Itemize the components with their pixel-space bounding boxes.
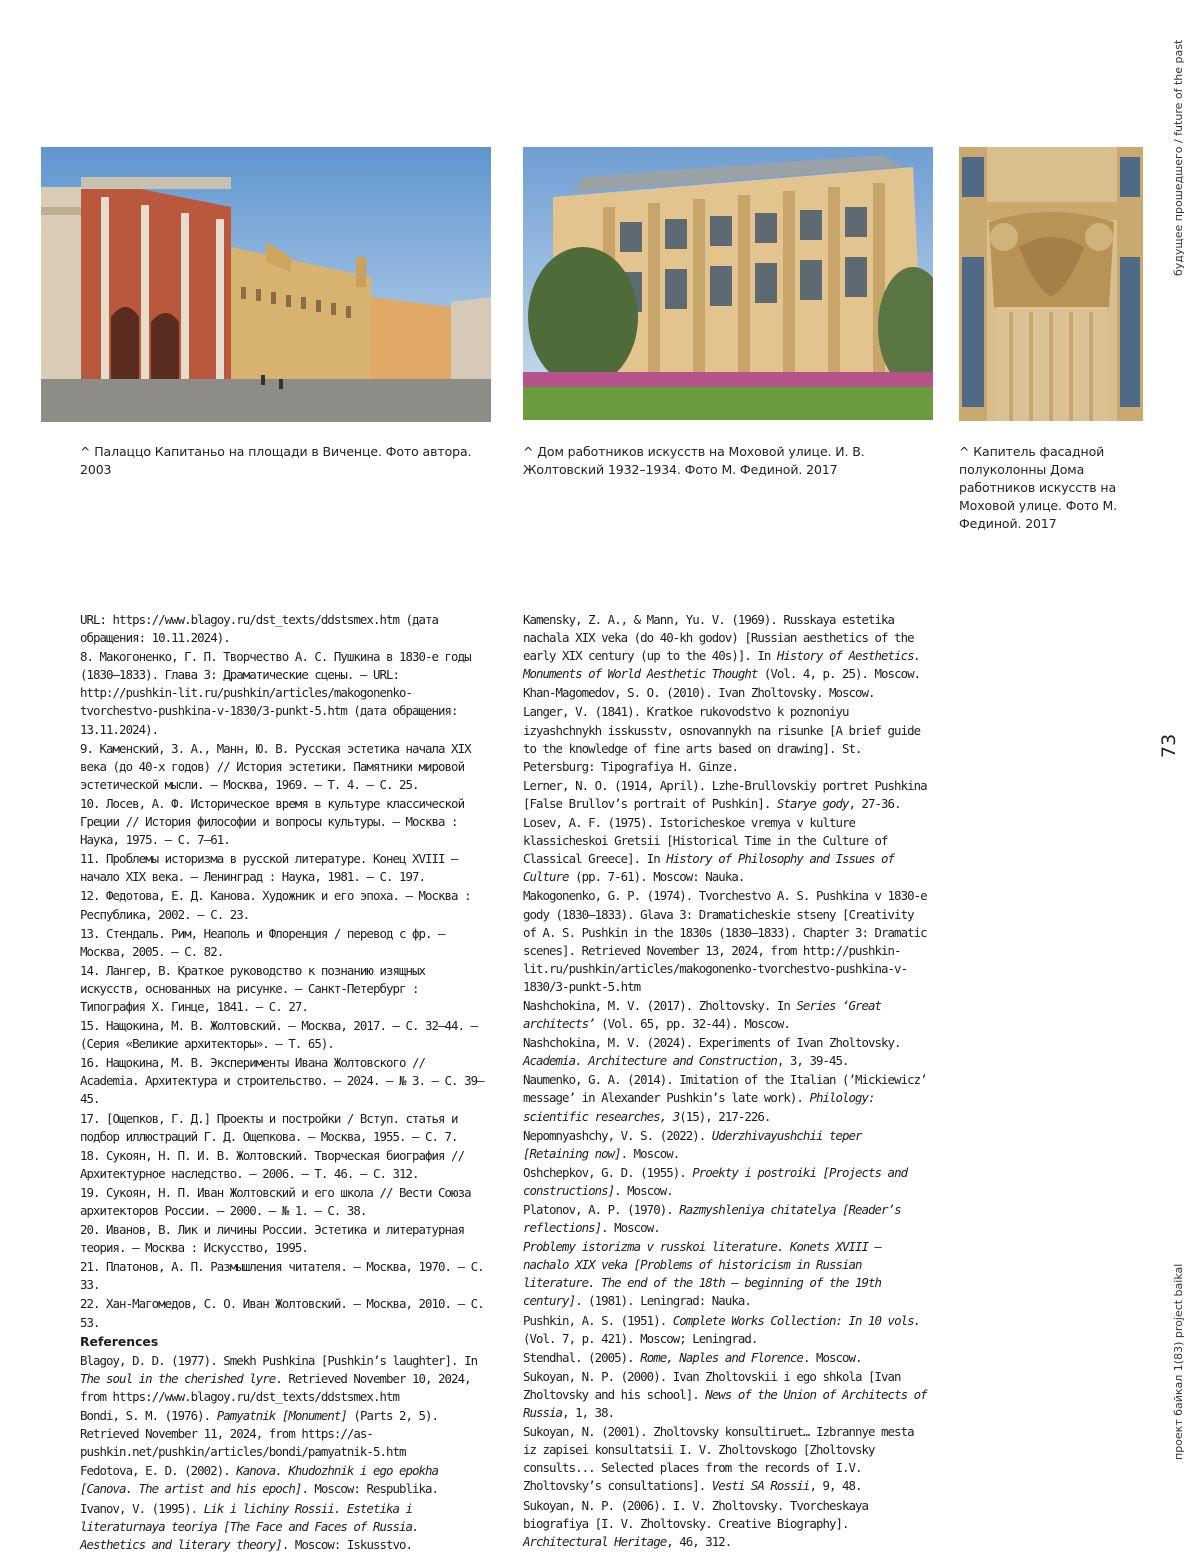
- reference-entry: [523, 1497, 933, 1551]
- reference-text: Khan-Magomedov, S. O. (2010). Ivan Zholtovsky. Moscow.: [523, 685, 875, 701]
- reference-title: Architectural Heritage: [523, 1533, 667, 1549]
- reference-text: (pp. 7-61). Moscow: Nauka.: [568, 869, 745, 885]
- reference-text: . Moscow.: [601, 1220, 660, 1236]
- reference-title: Philology: scientific researches, 3: [523, 1090, 875, 1124]
- reference-title: Starye gody: [776, 795, 849, 811]
- reference-text: (Vol. 7, p. 421). Moscow; Leningrad.: [523, 1330, 758, 1346]
- references-right-column: [523, 611, 933, 1552]
- reference-text: Platonov, A. P. (1970).: [523, 1202, 680, 1217]
- reference-entry: [523, 1201, 933, 1237]
- reference-entry: [523, 1127, 933, 1163]
- reference-entry: 18. Сукоян, Н. П. И. В. Жолтовский. Творческая биография // Архитектурное наследство. – 2006. – Т. 46. – С. 312.: [80, 1147, 465, 1181]
- reference-text: Langer, V. (1841). Kratkoe rukovodstvo k poznoniyu izyashchnykh isskusstv, osnovannykh na risunke [A brief guide to the knowledge of fine arts based on drawing]. St. Petersburg: Tipografiya H. Ginze.: [523, 704, 921, 774]
- reference-entry: 12. Федотова, Е. Д. Канова. Художник и его эпоха. – Москва : Республика, 2002. – С. 23.: [80, 888, 471, 922]
- reference-entry: 21. Платонов, А. П. Размышления читателя. – Москва, 1970. – С. 33.: [80, 1259, 484, 1293]
- reference-text: , 46, 312.: [666, 1533, 732, 1549]
- reference-entry: 19. Сукоян, Н. П. Иван Жолтовский и его школа // Вести Союза архитекторов России. – 2000. – № 1. – С. 38.: [80, 1184, 471, 1218]
- reference-text: Pushkin, A. S. (1951).: [523, 1312, 673, 1328]
- reference-text: . Retrieved November 10, 2024, from https://www.blagoy.ru/dst_texts/ddstsmex.htm: [80, 1370, 471, 1404]
- reference-entry: [523, 1164, 933, 1200]
- caption-capital: ^ Капитель фасадной полуколонны Дома работников искусств на Моховой улице. Фото М. Фединой. 2017: [959, 444, 1118, 531]
- reference-title: Proekty i postroiki [Projects and constructions]: [523, 1164, 908, 1198]
- reference-text: Fedotova, E. D. (2002).: [80, 1463, 237, 1479]
- reference-text: Sukoyan, N. (2001). Zholtovsky konsultiruet… Izbrannye mesta iz zapisei konsultatsii I. V. Zholtovskogo [Zholtovsky consults... Selected places from the records of I.V. Zholtovsky’s consultations].: [523, 1424, 914, 1494]
- reference-text: . Moscow.: [614, 1182, 673, 1198]
- reference-text: (Vol. 4, p. 25). Moscow.: [757, 666, 921, 682]
- reference-title: The soul in the cherished lyre: [80, 1370, 276, 1386]
- reference-text: Naumenko, G. A. (2014). Imitation of the Italian (’Mickiewicz’ message’ in Alexander Pushkin’s late work).: [523, 1072, 927, 1106]
- reference-text: Sukoyan, N. P. (2000). Ivan Zholtovskii i ego shkola [Ivan Zholtovsky and his school].: [523, 1368, 901, 1402]
- reference-entry: [523, 1071, 933, 1125]
- reference-title: History of Philosophy and Issues of Culture: [523, 851, 895, 885]
- reference-title: News of the Union of Architects of Russia: [523, 1386, 927, 1421]
- reference-text: Oshchepkov, G. D. (1955).: [523, 1164, 693, 1180]
- reference-text: Ivanov, V. (1995).: [80, 1500, 204, 1516]
- reference-title: Rome, Naples and Florence: [640, 1349, 803, 1365]
- reference-text: Bondi, S. M. (1976).: [80, 1408, 217, 1424]
- reference-entry: [523, 887, 933, 996]
- reference-entry: [523, 814, 933, 886]
- reference-text: (Parts 2, 5). Retrieved November 11, 2024, from https://as-pushkin.net/pushkin/articles/bondi/pamyatnik-5.htm: [80, 1408, 439, 1460]
- photo-vicenza: [41, 147, 491, 422]
- reference-entry: 15. Нащокина, М. В. Жолтовский. – Москва, 2017. – С. 32–44. – (Серия «Великие архитекторы». – Т. 65).: [80, 1018, 478, 1052]
- reference-entry: [523, 1423, 933, 1495]
- caption-vicenza: ^ Палаццо Капитаньо на площади в Виченце. Фото автора. 2003: [80, 444, 472, 477]
- reference-title: Academia. Architecture and Construction: [523, 1053, 777, 1069]
- reference-text: Lerner, N. O. (1914, April). Lzhe-Brullovskiy portret Pushkina [False Brullov’s portrait of Pushkin].: [523, 777, 927, 811]
- reference-text: , 27-36.: [848, 795, 901, 811]
- reference-entry: 17. [Ощепков, Г. Д.] Проекты и постройки / Вступ. статья и подбор иллюстраций Г. Д. Ощепкова. – Москва, 1955. – С. 7.: [80, 1110, 458, 1144]
- reference-entry: [80, 1407, 490, 1461]
- reference-text: , 3, 39-45.: [776, 1053, 849, 1069]
- reference-entry: [523, 1349, 933, 1367]
- reference-title: Razmyshleniya chitatelya [Reader’s reflections]: [523, 1202, 901, 1236]
- reference-entry: 11. Проблемы историзма в русской литературе. Конец XVIII – начало XIX века. – Ленинград : Наука, 1981. – С. 197.: [80, 851, 458, 885]
- reference-entry: [523, 703, 933, 775]
- reference-text: Kamensky, Z. A., & Mann, Yu. V. (1969). Russkaya estetika nachala XIX veka (do 40-kh godov) [Russian aesthetics of the early XIX century (up to the 40s)]. In: [523, 612, 914, 664]
- reference-entry: 9. Каменский, З. А., Манн, Ю. В. Русская эстетика начала XIX века (до 40-х годов) // История эстетики. Памятники мировой эстетической мысли. – Москва, 1969. – Т. 4. – С. 25.: [80, 740, 471, 792]
- reference-entry: [523, 611, 933, 683]
- reference-title: Problemy istorizma v russkoi literature. Konets XVIII – nachalo XIX veka [Problems of historicism in Russian literature. The end of the 18th – beginning of the 19th century]: [523, 1239, 882, 1309]
- reference-entry: [80, 1462, 490, 1498]
- reference-entry: 22. Хан-Магомедов, С. О. Иван Жолтовский. – Москва, 2010. – С. 53.: [80, 1296, 484, 1330]
- reference-text: , 9, 48.: [809, 1478, 862, 1494]
- reference-entry: 14. Лангер, В. Краткое руководство к познанию изящных искусств, основанных на рисунке. – Санкт-Петербург : Типография Х. Гинце, 1841. – С. 27.: [80, 962, 426, 1014]
- reference-entry: URL: https://www.blagoy.ru/dst_texts/ddstsmex.htm (дата обращения: 10.11.2024).: [80, 612, 439, 646]
- reference-title: Complete Works Collection: In 10 vols.: [672, 1312, 921, 1328]
- reference-text: Nashchokina, M. V. (2017). Zholtovsky. In: [523, 997, 797, 1013]
- reference-entry: [523, 1034, 933, 1070]
- photo-capital: [959, 147, 1143, 421]
- reference-text: Nepomnyashchy, V. S. (2022).: [523, 1127, 712, 1143]
- photo-mokhovaya: [523, 147, 933, 420]
- reference-text: Nashchokina, M. V. (2024). Experiments of Ivan Zholtovsky.: [523, 1035, 901, 1051]
- reference-title: Pamyatnik [Monument]: [216, 1408, 347, 1424]
- reference-text: (15), 217-226.: [679, 1108, 771, 1124]
- reference-title: Lik i lichiny Rossii. Estetika i literaturnaya teoriya [The Face and Faces of Russia. Aesthetics and literary theory]: [80, 1500, 419, 1552]
- reference-entry: [523, 1312, 933, 1348]
- reference-text: . Moscow.: [620, 1145, 680, 1161]
- reference-title: Series ‘Great architects’: [523, 997, 882, 1032]
- reference-title: Uderzhivayushchii teper [Retaining now]: [523, 1127, 862, 1161]
- reference-entry: [80, 1500, 490, 1554]
- section-label: будущее прошедшего / future of the past: [1172, 39, 1185, 276]
- reference-text: Losev, A. F. (1975). Istoricheskoe vremya v kulture klassicheskoi Gretsii [Historical Time in the Culture of Classical Greece]. In: [523, 815, 888, 867]
- reference-entry: 13. Стендаль. Рим, Неаполь и Флоренция / перевод с фр. – Москва, 2005. – С. 82.: [80, 925, 445, 959]
- reference-text: . (1981). Leningrad: Nauka.: [575, 1293, 751, 1309]
- reference-entry: 16. Нащокина, М. В. Эксперименты Ивана Жолтовского // Academia. Архитектура и строительство. – 2024. – № 3. – С. 39–45.: [80, 1055, 484, 1107]
- references-heading: References: [80, 1333, 159, 1349]
- page-number: 73: [1158, 733, 1180, 758]
- reference-text: . Moscow.: [802, 1349, 862, 1365]
- reference-text: Sukoyan, N. P. (2006). I. V. Zholtovsky. Tvorcheskaya biografiya [I. V. Zholtovsky. Creative Biography].: [523, 1497, 869, 1531]
- reference-text: (Vol. 65, pp. 32-44). Moscow.: [594, 1016, 790, 1032]
- reference-text: . Moscow: Respublika.: [301, 1481, 439, 1497]
- reference-entry: [523, 997, 933, 1033]
- reference-text: Makogonenko, G. P. (1974). Tvorchestvo A. S. Pushkina v 1830-e gody (1830–1833). Glava 3: Dramaticheskie stseny [Creativity of A. S. Pushkin in the 1830s (1830–1833). Chapter 3: Dramatic scenes]. Retrieved November 13, 2024, from http://pushkin-lit.ru/pushkin/articles/makogonenko-tvorchestvo-pushkina-v-1830/3-punkt-5.htm: [523, 888, 927, 994]
- reference-text: . Moscow: Iskusstvo.: [281, 1536, 413, 1552]
- reference-entry: [80, 1352, 490, 1406]
- reference-title: Vesti SA Rossii: [711, 1478, 810, 1494]
- reference-entry: [523, 777, 933, 813]
- reference-entry: [523, 684, 933, 702]
- journal-label: проект байкал 1(83) project baikal: [1172, 1263, 1185, 1460]
- caption-mokhovaya: ^ Дом работников искусств на Моховой улице. И. В. Жолтовский 1932–1934. Фото М. Фединой. 2017: [523, 444, 865, 477]
- reference-text: , 1, 38.: [562, 1405, 615, 1421]
- reference-entry: 10. Лосев, А. Ф. Историческое время в культуре классической Греции // История философии и вопросы культуры. – Москва : Наука, 1975. – С. 7–61.: [80, 795, 465, 848]
- reference-text: Stendhal. (2005).: [523, 1349, 641, 1365]
- reference-text: Blagoy, D. D. (1977). Smekh Pushkina [Pushkin’s laughter]. In: [80, 1352, 478, 1368]
- reference-entry: [523, 1368, 933, 1422]
- reference-entry: 20. Иванов, В. Лик и личины России. Эстетика и литературная теория. – Москва : Искусство, 1995.: [80, 1222, 465, 1256]
- reference-entry: [523, 1238, 933, 1310]
- reference-title: Kanova. Khudozhnik i ego epokha [Canova. The artist and his epoch]: [80, 1463, 439, 1497]
- references-left-column: [80, 611, 490, 1555]
- reference-title: History of Aesthetics. Monuments of World Aesthetic Thought: [523, 648, 921, 682]
- reference-entry: 8. Макогоненко, Г. П. Творчество А. С. Пушкина в 1830-е годы (1830–1833). Глава 3: Драматические сцены. – URL: http://pushkin-lit.ru/pushkin/articles/makogonenko-tvorchestvo-pushkina-v-1830/3-punkt-5.htm (дата обращения: 13.11.2024).: [80, 649, 471, 737]
